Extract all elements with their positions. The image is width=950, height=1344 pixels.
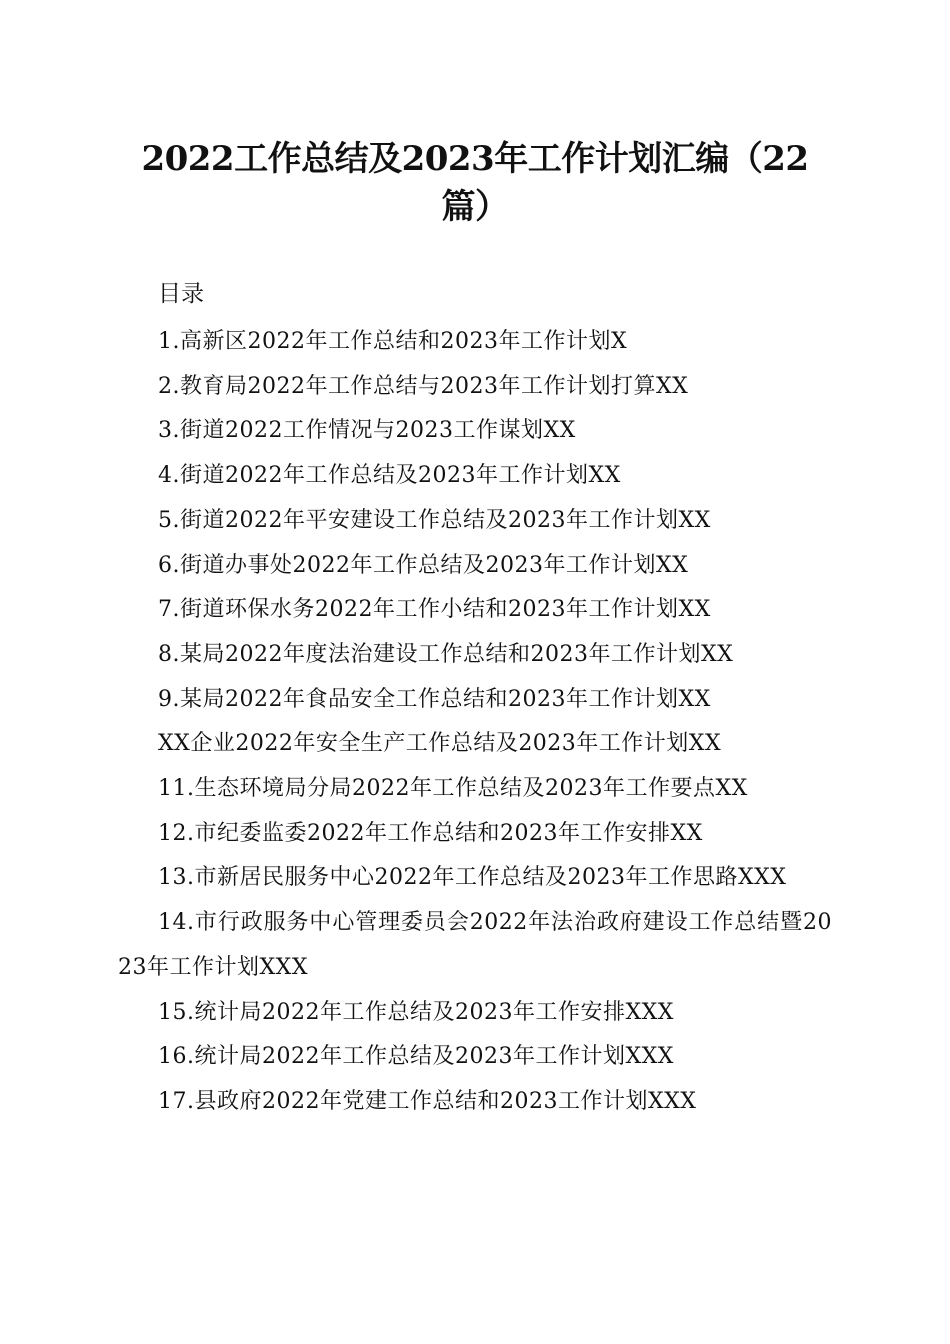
toc-heading: 目录 [158, 281, 204, 307]
toc-item-14: 14.市行政服务中心管理委员会2022年法治政府建设工作总结暨2023年工作计划XXX [118, 910, 832, 980]
toc-item-12: 12.市纪委监委2022年工作总结和2023年工作安排XX [158, 820, 703, 846]
toc-item-7: 7.街道环保水务2022年工作小结和2023年工作计划XX [158, 597, 711, 623]
document-title: 2022工作总结及2023年工作计划汇编（22篇） [141, 139, 809, 227]
toc-item-1: 1.高新区2022年工作总结和2023年工作计划X [158, 329, 628, 354]
toc-item-5: 5.街道2022年平安建设工作总结及2023年工作计划XX [158, 507, 711, 533]
toc-item-13: 13.市新居民服务中心2022年工作总结及2023年工作思路XXX [158, 865, 787, 891]
toc-list [118, 320, 832, 1125]
toc-item-15: 15.统计局2022年工作总结及2023年工作安排XXX [158, 999, 674, 1025]
toc-item-6: 6.街道办事处2022年工作总结及2023年工作计划XX [158, 552, 689, 578]
toc-item-10: XX企业2022年安全生产工作总结及2023年工作计划XX [158, 731, 722, 757]
toc-item-8: 8.某局2022年度法治建设工作总结和2023年工作计划XX [158, 641, 734, 667]
toc-item-11: 11.生态环境局分局2022年工作总结及2023年工作要点XX [158, 776, 748, 802]
toc-item-16: 16.统计局2022年工作总结及2023年工作计划XXX [158, 1044, 674, 1070]
toc-item-17: 17.县政府2022年党建工作总结和2023工作计划XXX [158, 1088, 697, 1114]
toc-item-4: 4.街道2022年工作总结及2023年工作计划XX [158, 463, 621, 489]
toc-item-9: 9.某局2022年食品安全工作总结和2023年工作计划XX [158, 686, 711, 712]
toc-item-3: 3.街道2022工作情况与2023工作谋划XX [158, 418, 576, 444]
toc-item-2: 2.教育局2022年工作总结与2023年工作计划打算XX [158, 373, 689, 399]
